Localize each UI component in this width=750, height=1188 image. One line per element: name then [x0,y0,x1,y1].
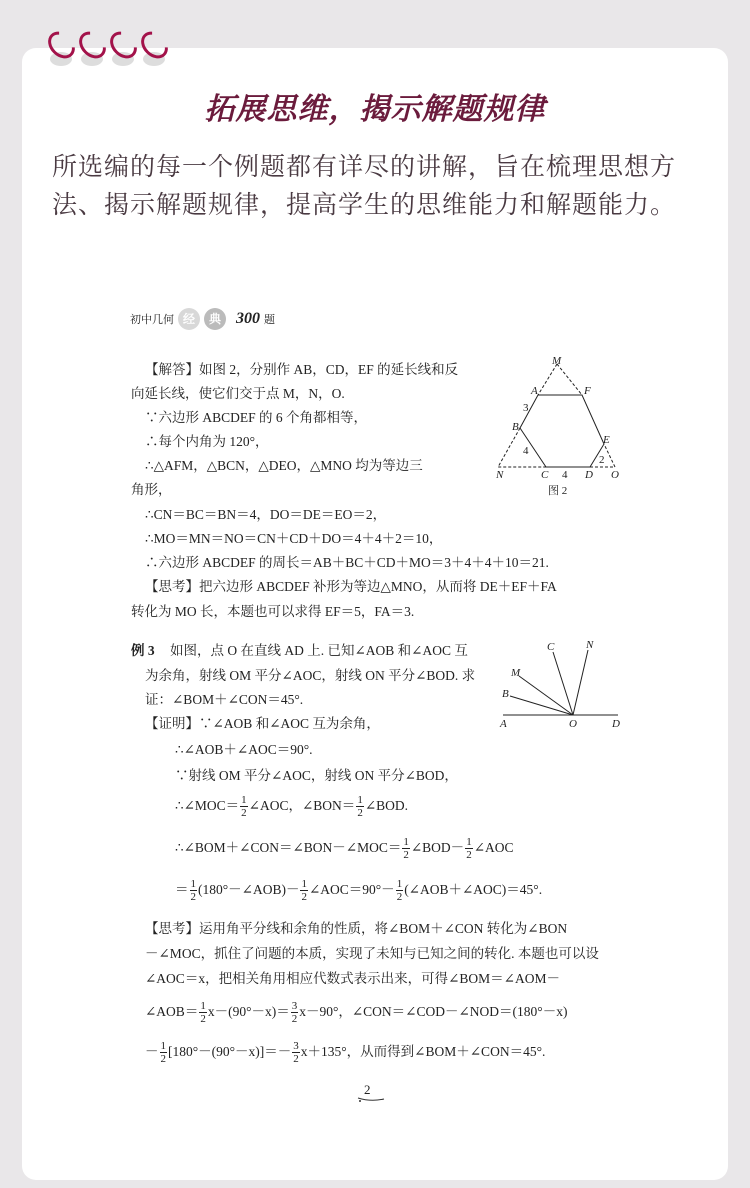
book-header [130,308,275,330]
example-label: 例 3 [131,643,155,658]
ring-icon [74,26,111,63]
text-run: x＋135°，从而得到∠BOM＋∠CON＝45°. [300,1044,546,1059]
page-number-text: 2 [364,1082,371,1097]
numerator: 3 [293,1040,299,1053]
example-line [175,764,458,784]
denominator: 2 [241,807,247,820]
denominator: 2 [301,891,307,904]
side-label: 3 [523,402,529,414]
solution-line: ∴CN＝BC＝BN＝4，DO＝DE＝EO＝2， [145,507,387,522]
header-prefix: 初中几何 [130,314,174,326]
numerator: 3 [291,1000,298,1013]
figure-caption: 图 2 [548,485,568,497]
text-run: (∠AOB＋∠AOC)＝45°. [404,882,543,897]
example-line [145,1040,545,1065]
fraction [300,878,308,903]
fraction [240,794,248,819]
solution-line: ∴△AFM，△BCN，△DEO，△MNO 均为等边三 [145,458,423,473]
binder-rings [50,30,166,60]
point-label: E [603,434,610,446]
text-run: ∠BOD. [364,798,409,813]
text-run: 【证明】∵∠AOB 和∠AOC 互为余角， [145,716,380,731]
example-line [145,688,303,708]
side-label: 4 [562,469,568,481]
text-run: 如图，点 O 在直线 AD 上. 已知∠AOB 和∠AOC 互 [170,643,468,658]
text-run: ＝ [175,882,189,897]
numerator: 1 [396,878,403,891]
point-label: C [547,641,555,653]
denominator: 2 [200,1013,206,1026]
numerator: 1 [200,1000,206,1013]
numerator: 1 [403,836,409,849]
text-run: ∵射线 OM 平分∠AOC，射线 ON 平分∠BOD， [175,768,458,783]
example-line [145,942,599,962]
denominator: 2 [357,807,363,820]
point-label: O [611,469,619,481]
point-label: D [585,469,593,481]
text-run: ∴∠AOB＋∠AOC＝90°. [175,742,313,757]
text-run: (180°－∠AOB)－ [198,882,300,897]
fraction [356,794,364,819]
header-number: 300 [236,310,260,327]
solution-line: 【思考】把六边形 ABCDEF 补形为等边△MNO，从而将 DE＋EF＋FA [145,579,557,594]
solution-line: 转化为 MO 长，本题也可以求得 EF＝5，FA＝3. [131,604,415,619]
banner-title: 拓展思维，揭示解题规律 [204,93,546,126]
ring-icon [105,26,142,63]
denominator: 2 [160,1053,166,1066]
example-line [145,917,567,937]
text-run: [180°－(90°－x)]＝－ [168,1044,292,1059]
text-run: －∠MOC，抓住了问题的本质，实现了未知与已知之间的转化. 本题也可以设 [145,946,599,961]
point-label: C [541,469,549,481]
example-line [175,738,313,758]
example-line [145,967,560,987]
text-run: x－90°，∠CON＝∠COD－∠NOD＝(180°－x) [299,1004,568,1019]
numerator: 1 [190,878,196,891]
numerator: 1 [160,1040,166,1053]
example-line [145,664,475,684]
solution-line: 角形， [131,482,172,497]
example-line [170,639,468,659]
example-line [145,1000,567,1025]
numerator: 1 [241,794,247,807]
page-ornament-icon [356,1096,386,1104]
fraction [291,1000,299,1025]
figure-2-hexagon [490,350,630,500]
text-run: ∠BOD－ [410,840,465,855]
solution-line: ∴六边形 ABCDEF 的周长＝AB＋BC＋CD＋MO＝3＋4＋4＋10＝21. [145,555,549,570]
text-run: ∴∠BOM＋∠CON＝∠BON－∠MOC＝ [175,840,402,855]
fraction [199,1000,207,1025]
denominator: 2 [291,1013,298,1026]
denominator: 2 [293,1053,299,1066]
point-label: B [512,421,519,433]
point-label: A [500,718,507,730]
text-run: x－(90°－x)＝ [207,1004,290,1019]
example-line [175,836,514,861]
side-label: 2 [599,454,605,466]
fraction [292,1040,300,1065]
text-run: ∠AOC＝x，把相关角用相应代数式表示出来，可得∠BOM＝∠AOM－ [145,971,560,986]
point-label: A [531,385,538,397]
header-pill: 典 [204,308,226,330]
example-line [175,878,542,903]
text-run: 证：∠BOM＋∠CON＝45°. [145,692,304,707]
side-label: 4 [523,445,529,457]
fraction [190,878,198,903]
denominator: 2 [403,849,409,862]
text-run: ∠AOB＝ [145,1004,199,1019]
fraction [160,1040,168,1065]
fraction [396,878,404,903]
numerator: 1 [301,878,307,891]
text-run: ∠AOC＝90°－ [308,882,395,897]
text-run: 为余角，射线 OM 平分∠AOC，射线 ON 平分∠BOD. 求 [145,668,476,683]
fraction [465,836,473,861]
page-number [364,1082,371,1098]
text-run: － [145,1044,159,1059]
point-label: M [511,667,521,679]
denominator: 2 [190,891,196,904]
header-suffix: 题 [264,314,275,326]
example-line [145,712,380,732]
denominator: 2 [396,891,403,904]
point-label: B [502,688,509,700]
text-run: ∴∠MOC＝ [175,798,240,813]
example-line [175,794,408,819]
numerator: 1 [357,794,363,807]
point-label: N [586,639,594,651]
solution-line: ∴每个内角为 120°， [145,434,269,449]
point-label: D [612,718,620,730]
point-label: M [552,355,562,367]
figure-3-angles [495,636,630,736]
banner-description: 所选编的每一个例题都有详尽的讲解，旨在梳理思想方法、揭示解题规律，提高学生的思维能力和解题能力。 [52,153,677,219]
point-label: F [584,385,591,397]
fraction [402,836,410,861]
solution-line: 【解答】如图 2，分别作 AB，CD，EF 的延长线和反 [145,362,459,377]
solution-line: ∵六边形 ABCDEF 的 6 个角都相等， [145,410,368,425]
text-run: ∠AOC [473,840,514,855]
solution-line: 向延长线，使它们交于点 M，N，O. [131,386,345,401]
denominator: 2 [466,849,472,862]
point-label: O [569,718,577,730]
numerator: 1 [466,836,472,849]
solution-line: ∴MO＝MN＝NO＝CN＋CD＋DO＝4＋4＋2＝10， [145,531,443,546]
point-label: N [496,469,504,481]
text-run: ∠AOC，∠BON＝ [248,798,356,813]
text-run: 【思考】运用角平分线和余角的性质，将∠BOM＋∠CON 转化为∠BON [145,921,568,936]
header-pill: 经 [178,308,200,330]
